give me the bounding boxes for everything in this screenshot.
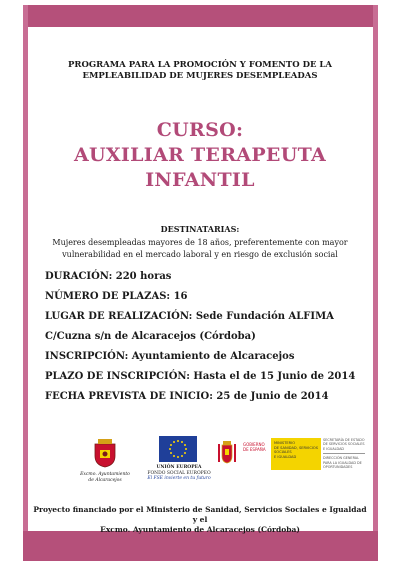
ministry-box: [271, 438, 321, 470]
funding-statement: [31, 505, 369, 535]
eu-flag-icon: [159, 436, 197, 462]
detail-registration-deadline: PLAZO DE INSCRIPCIÓN: Hasta el de 15 Junio de 2014: [45, 371, 356, 382]
course-title: [31, 118, 369, 193]
funding-line-2: Excmo. Ayuntamiento de Alcaracejos (Córdoba): [100, 525, 300, 534]
secretaria-line-2: DE SERVICIOS SOCIALES: [323, 442, 365, 447]
ministry-line-2: DE SANIDAD, SERVICIOS SOCIALES: [274, 445, 318, 455]
program-line-2: EMPLEABILIDAD DE MUJERES DESEMPLEADAS: [82, 71, 318, 81]
poster-content: [31, 32, 369, 534]
detail-location: LUGAR DE REALIZACIÓN: Sede Fundación ALFIMA: [45, 311, 334, 322]
left-border: [23, 5, 28, 561]
sponsor-logos: [31, 432, 369, 502]
top-band: [23, 5, 378, 27]
course-title-line-1: CURSO:: [156, 119, 244, 141]
right-border: [373, 5, 378, 561]
municipality-caption-line-1: Excmo. Ayuntamiento: [80, 472, 130, 477]
course-title-line-3: INFANTIL: [145, 169, 255, 191]
direccion-line-2: PARA LA IGUALDAD DE OPORTUNIDADES: [323, 460, 362, 470]
eu-logo-caption: [145, 465, 213, 482]
detail-places: NÚMERO DE PLAZAS: 16: [45, 291, 188, 302]
ministry-line-3: E IGUALDAD: [274, 454, 297, 459]
municipal-coat-of-arms-icon: [91, 438, 119, 468]
eu-motto: El FSE invierte en tu futuro: [147, 476, 211, 481]
detail-duration: DURACIÓN: 220 horas: [45, 271, 172, 282]
funding-line-1: Proyecto financiado por el Ministerio de Sanidad, Servicios Sociales e Igualdad y el: [33, 505, 367, 524]
recipients-description: [31, 237, 369, 261]
course-details: [45, 270, 365, 410]
spain-coat-of-arms-icon: [217, 440, 237, 466]
municipality-logo-caption: [75, 472, 135, 484]
eu-caption-line-2: FONDO SOCIAL EUROPEO: [147, 470, 211, 476]
course-title-line-2: AUXILIAR TERAPEUTA: [73, 144, 327, 166]
program-heading: [31, 60, 369, 82]
recipients-line-1: Mujeres desempleadas mayores de 18 años, preferentemente con mayor: [52, 238, 348, 247]
ministry-line-1: MINISTERIO: [274, 441, 296, 445]
bottom-band: [23, 531, 378, 561]
detail-registration: INSCRIPCIÓN: Ayuntamiento de Alcaracejos: [45, 351, 295, 362]
detail-address: C/Cuzna s/n de Alcaracejos (Córdoba): [45, 331, 256, 342]
secretaria-line-3: E IGUALDAD: [323, 446, 345, 451]
government-name: [243, 442, 271, 452]
eu-caption-line-1: UNIÓN EUROPEA: [156, 465, 202, 470]
government-name-line-1: GOBIERNO: [243, 442, 265, 447]
municipality-caption-line-2: de Alcaracejos: [88, 478, 122, 483]
government-name-line-2: DE ESPAÑA: [243, 447, 266, 452]
detail-start-date: FECHA PREVISTA DE INICIO: 25 de Junio de 2014: [45, 391, 329, 402]
recipients-title: DESTINATARIAS:: [160, 224, 240, 234]
department-divider: [323, 453, 365, 454]
government-logo: [217, 438, 363, 470]
direccion-line-1: DIRECCIÓN GENERAL: [323, 456, 360, 461]
ministry-departments: [323, 438, 365, 469]
program-line-1: PROGRAMA PARA LA PROMOCIÓN Y FOMENTO DE LA: [68, 60, 332, 70]
secretaria-line-1: SECRETARÍA DE ESTADO: [323, 438, 365, 442]
recipients-line-2: vulnerabilidad en el mercado laboral y en riesgo de exclusión social: [62, 250, 338, 259]
